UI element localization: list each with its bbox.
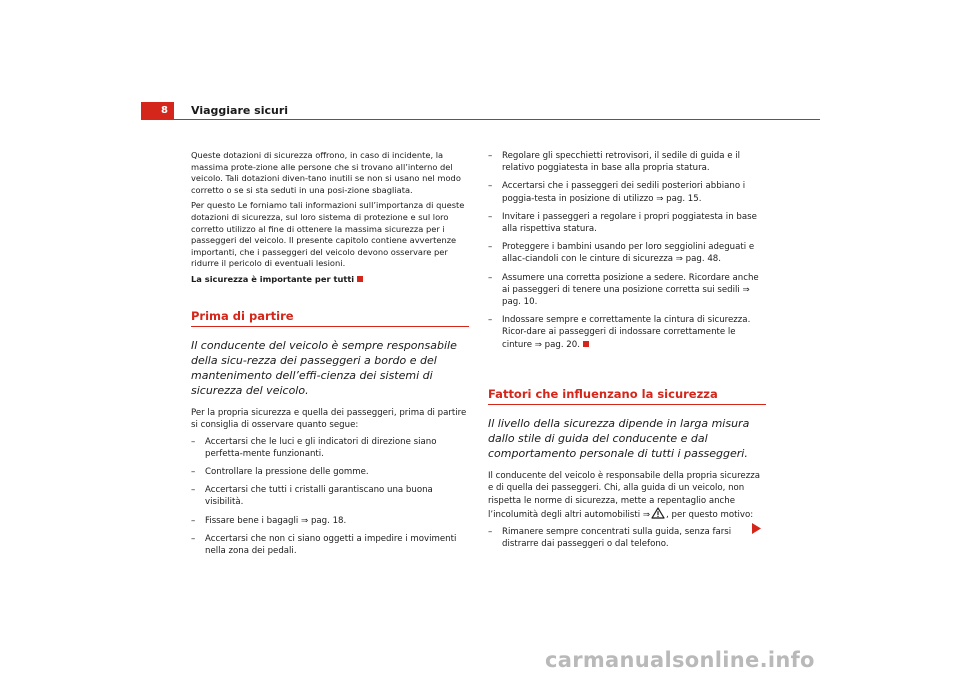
section-body-before-driving: Per la propria sicurezza e quella dei passeggeri, prima di partire si consiglia di osservare quanto segue:: [191, 407, 467, 431]
dash-bullet: –: [191, 515, 196, 526]
checklist-before-driving: [191, 436, 469, 558]
list-item-text: Controllare la pressione delle gomme.: [205, 466, 369, 477]
body-text-before-icon: Il conducente del veicolo è responsabile della propria sicurezza e di quella dei passeggeri. Chi, alla guida di un veicolo, non rispetta le norme di sicurezza, mette a repentaglio anche l’incolumità degli altri automobilisti ⇒: [488, 470, 760, 521]
body-text-after-icon: , per questo motivo:: [666, 510, 754, 521]
section-body-safety-factors: [488, 470, 766, 522]
list-item-text: Assumere una corretta posizione a sedere. Ricordare anche ai passeggeri di tenere una posizione corretta sui sedili ⇒ pag. 10.: [502, 272, 759, 308]
list-item-text: Accertarsi che non ci siano oggetti a impedire i movimenti nella zona dei pedali.: [205, 533, 457, 556]
warning-triangle-icon[interactable]: [651, 507, 665, 519]
page-number: 8: [141, 102, 174, 120]
dash-bullet: –: [488, 315, 493, 326]
end-marker-icon: [357, 276, 363, 282]
dash-bullet: –: [488, 151, 493, 161]
list-item-text: Regolare gli specchietti retrovisori, il sedile di guida e il relativo poggiatesta in base alla propria statura.: [502, 151, 741, 174]
list-item: [488, 526, 766, 550]
list-item-text: Invitare i passeggeri a regolare i propri poggiatesta in base alla rispettiva statura.: [502, 211, 757, 235]
list-item: [488, 180, 766, 204]
list-item-text: Accertarsi che i passeggeri dei sedili posteriori abbiano i poggia-testa in posizione di utilizzo ⇒ pag. 15.: [502, 181, 746, 204]
list-item: [488, 314, 766, 351]
dash-bullet: –: [488, 211, 493, 222]
list-item-text: Fissare bene i bagagli ⇒ pag. 18.: [205, 515, 347, 526]
list-item-text: Proteggere i bambini usando per loro seggiolini adeguati e allac-ciandoli con le cinture di sicurezza ⇒ pag. 48.: [502, 242, 755, 265]
dash-bullet: –: [488, 272, 493, 283]
dash-bullet: –: [191, 436, 196, 447]
header-rule: [174, 119, 820, 120]
list-item: [191, 466, 469, 478]
dash-bullet: –: [191, 466, 196, 477]
list-item: [488, 150, 766, 174]
safety-statement: [191, 274, 469, 286]
dash-bullet: –: [191, 533, 196, 544]
dash-bullet: –: [488, 242, 493, 253]
section-intro-before-driving: Il conducente del veicolo è sempre responsabile della sicu-rezza dei passeggeri a bordo e del mantenimento dell’effi-cienza dei sistemi di sicurezza del veicolo.: [191, 338, 457, 397]
list-item: [191, 515, 469, 527]
intro-paragraph-1: Queste dotazioni di sicurezza offrono, in caso di incidente, la massima prote-zione alle persone che si trovano all’interno del veicolo. Tali dotazioni diven-tano inutili se non si usano nel modo corretto o se si sta seduti in una posi-zione sbagliata.: [191, 150, 461, 195]
dash-bullet: –: [191, 485, 196, 496]
footer-watermark-logo: carmanualsonline.info: [545, 648, 815, 672]
safety-statement-text: La sicurezza è importante per tutti: [191, 273, 355, 284]
next-page-arrow-icon[interactable]: [752, 523, 761, 534]
intro-paragraph-2: Per questo Le forniamo tali informazioni sull’importanza di queste dotazioni di sicurezza, sul loro sistema di protezione e sul loro corretto utilizzo al fine di ottenere la massima sicurezza per i passeggeri del veicolo. Il presente capitolo contiene avvertenze importanti, che i passeggeri del veicolo devono osservare per ridurre il pericolo di eventuali lesioni.: [191, 200, 465, 269]
list-item: [191, 484, 469, 508]
checklist-continued: [488, 150, 766, 351]
list-item: [488, 241, 766, 265]
section-heading-before-driving: Prima di partire: [191, 309, 469, 327]
list-item-text: Rimanere sempre concentrati sulla guida, senza farsi distrarre dai passeggeri o dal telefono.: [502, 526, 732, 550]
end-marker-icon: [583, 341, 589, 347]
right-column: [488, 150, 766, 556]
dash-bullet: –: [488, 181, 493, 192]
list-item-text: Accertarsi che tutti i cristalli garantiscano una buona visibilità.: [205, 485, 433, 508]
list-item-text: Indossare sempre e correttamente la cintura di sicurezza. Ricor-dare ai passeggeri di indossare correttamente le cinture ⇒ pag. 20.: [502, 315, 751, 350]
header-title: Viaggiare sicuri: [191, 104, 289, 117]
section-heading-safety-factors: Fattori che influenzano la sicurezza: [488, 387, 766, 405]
section-intro-safety-factors: Il livello della sicurezza dipende in larga misura dallo stile di guida del conducente e dal comportamento personale di tutti i passeggeri.: [488, 416, 750, 460]
list-item: [191, 436, 469, 460]
checklist-safety-factors: [488, 526, 766, 550]
list-item: [191, 533, 469, 557]
list-item: [488, 272, 766, 309]
left-column: [191, 150, 469, 563]
list-item: [488, 211, 766, 235]
list-item-text: Accertarsi che le luci e gli indicatori di direzione siano perfetta-mente funzionanti.: [205, 436, 437, 459]
dash-bullet: –: [488, 526, 493, 537]
